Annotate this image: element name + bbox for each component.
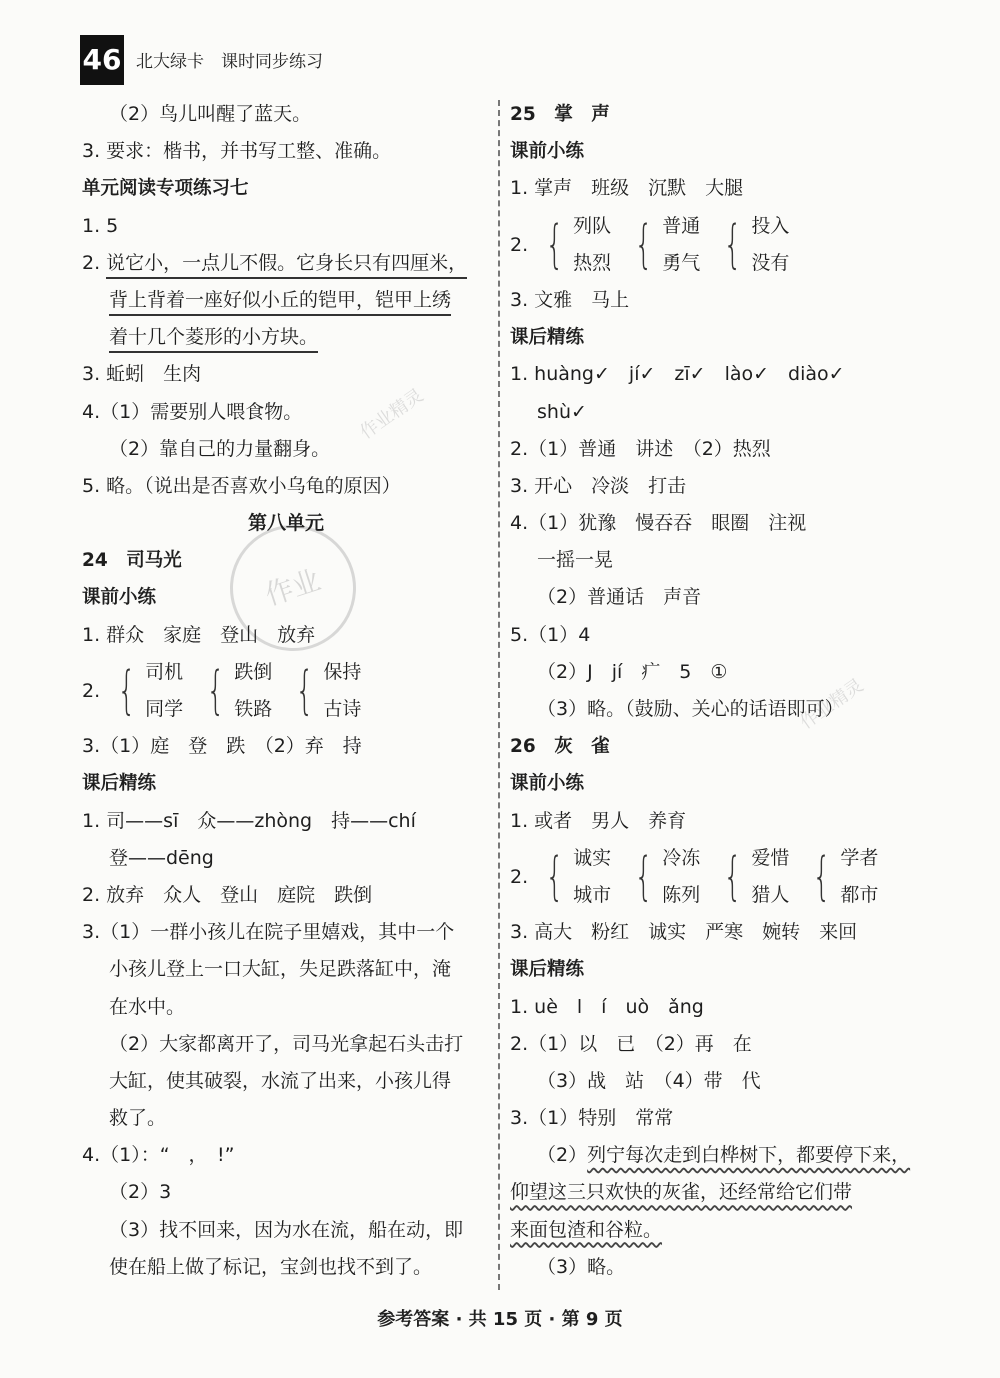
underlined-text: 说它小，一点儿不假。它身长只有四厘米， [106,252,467,279]
lesson-title: 25 掌 声 [510,104,610,125]
item-number: 2. [82,251,107,274]
word-pair: { 投入 没有 [723,214,790,275]
answer-line: 救了。 [109,1107,167,1130]
section-heading: 课前小练 [510,141,585,163]
answer-line: 3. 开心 冷淡 打击 [510,474,687,497]
section-heading: 单元阅读专项练习七 [82,178,249,200]
answer-line: （2）靠自己的力量翻身。 [109,437,331,460]
answer-line: 在水中。 [109,995,186,1018]
section-heading: 课后精练 [82,773,157,795]
answer-line: 一摇一晃 [537,549,614,572]
answer-line [82,319,490,356]
answer-line: 3. 高大 粉红 诚实 严寒 婉转 来回 [510,921,858,944]
word-pair: { 学者 都市 [812,846,879,907]
answer-line: 1. huàng✓ jí✓ zī✓ lào✓ diào✓ [510,363,845,386]
word-pair: { 普通 勇气 [634,214,701,275]
left-column [82,96,490,1286]
answer-line: （3）战 站 （4）带 代 [537,1069,761,1092]
answer-line: 小孩儿登上一口大缸，失足跌落缸中，淹 [109,958,452,981]
word-pair: { 诚实 城市 [545,846,612,907]
word-pair: { 爱惜 猎人 [723,846,790,907]
answer-line: 4.（1）犹豫 慢吞吞 眼圈 注视 [510,512,807,535]
wavy-underlined-text: 来面包渣和谷粒。 [510,1218,663,1241]
wavy-underlined-text: 仰望这三只欢快的灰雀，还经常给它们带 [510,1181,853,1204]
answer-line: 3.（1）特别 常常 [510,1107,674,1130]
column-divider [498,100,500,1290]
answer-line: 2.（1）以 已 （2）再 在 [510,1032,752,1055]
watermark-stamp: 作业 [214,509,373,668]
underlined-text: 背上背着一座好似小丘的铠甲，铠甲上绣 [109,289,451,316]
item-number: （2） [537,1144,588,1167]
lesson-title: 26 灰 雀 [510,736,610,758]
answer-line [510,1137,920,1174]
lesson-title: 24 司马光 [82,550,182,572]
word-pair: { 跌倒 铁路 [206,660,273,722]
underlined-text: 着十几个菱形的小方块。 [109,326,318,353]
answer-line: 登——dēng [109,846,214,869]
answer-line: （3）找不回来，因为水在流，船在动，即 [109,1218,464,1241]
word-pair: { 司机 同学 [117,660,184,722]
brace-group [510,840,920,914]
answer-line: 1. uè l í uò ǎng [510,995,704,1018]
word-pair: { 列队 热烈 [545,214,612,275]
page-footer: 参考答案 · 共 15 页 · 第 9 页 [377,1309,623,1330]
answer-line [510,1174,920,1211]
answer-line: 3. 文雅 马上 [510,288,630,311]
answer-line: 1. 或者 男人 养育 [510,809,687,832]
answer-line: 3.（1）一群小孩儿在院子里嬉戏，其中一个 [82,921,455,944]
answer-line: 使在船上做了标记，宝剑也找不到了。 [109,1255,433,1278]
answer-line: （2）大家都离开了，司马光拿起石头击打 [109,1032,464,1055]
item-number: 2. [510,233,529,256]
answer-line: 5.（1）4 [510,623,591,646]
answer-line: 4.（1）需要别人喂食物。 [82,400,303,423]
item-number: 2. [82,680,101,702]
watermark-text: 作业精灵 [796,674,868,734]
answer-line: 3.（1）庭 登 跌 （2）弃 持 [82,735,362,758]
answer-line: 3. 蚯蚓 生肉 [82,363,202,386]
answer-line: 2. 放弃 众人 登山 庭院 跌倒 [82,883,373,906]
answer-line: 大缸，使其破裂，水流了出来，小孩儿得 [109,1069,452,1092]
answer-line: 1. 群众 家庭 登山 放弃 [82,623,316,646]
watermark-text: 作业精灵 [356,384,428,444]
answer-line [510,1212,920,1249]
right-column [510,96,920,1286]
answer-line [82,282,490,319]
answer-line: （2）J jí 疒 5 ① [537,660,728,683]
answer-line: shù✓ [537,400,587,423]
book-brand: 北大绿卡 课时同步练习 [136,52,323,72]
answer-line: 2.（1）普通 讲述 （2）热烈 [510,437,771,460]
answer-line: 1. 掌声 班级 沉默 大腿 [510,177,744,200]
answer-line: 1. 司——sī 众——zhòng 持——chí [82,809,416,832]
answer-line: 5. 略。（说出是否喜欢小乌龟的原因） [82,474,401,497]
answer-line: （2）3 [109,1181,172,1204]
answer-line: 3. 要求：楷书，并书写工整、准确。 [82,140,392,163]
answer-line: 4.（1）：“ ， !” [82,1144,235,1167]
brace-group [82,654,490,728]
section-heading: 课前小练 [510,773,585,795]
word-pair: { 保持 古诗 [295,660,362,722]
unit-title: 第八单元 [247,512,324,535]
answer-line: （3）略。（鼓励、关心的话语即可） [537,698,844,721]
section-heading: 课后精练 [510,327,585,349]
wavy-underlined-text: 列宁每次走到白桦树下，都要停下来， [587,1144,911,1167]
page-number: 46 [80,35,124,85]
word-pair: { 冷冻 陈列 [634,846,701,907]
brace-group [510,208,920,282]
answer-line [82,245,490,282]
item-number: 2. [510,865,529,888]
answer-line: （3）略。 [537,1255,626,1278]
section-heading: 课后精练 [510,959,585,981]
answer-line: （2）鸟儿叫醒了蓝天。 [109,103,312,125]
section-heading: 课前小练 [82,587,157,609]
answer-line: （2）普通话 声音 [537,586,702,609]
answer-line: 1. 5 [82,214,119,237]
